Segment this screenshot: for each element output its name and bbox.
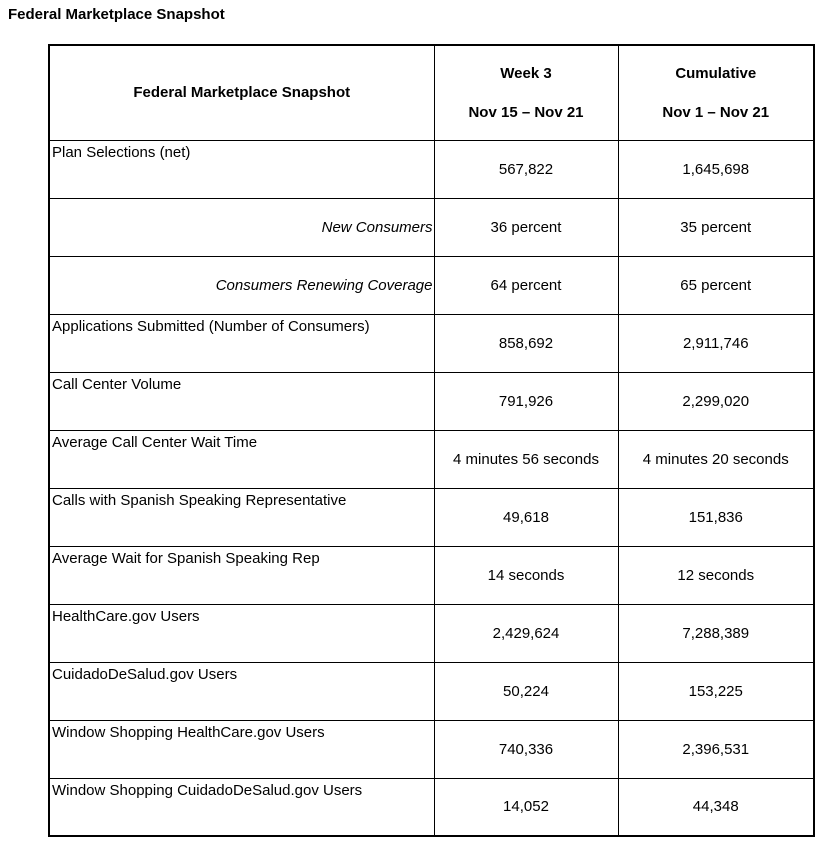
cumulative-value: 44,348 bbox=[618, 778, 814, 836]
week-value: 567,822 bbox=[434, 140, 618, 198]
table-row-new-consumers bbox=[49, 198, 814, 256]
cumulative-value: 65 percent bbox=[618, 256, 814, 314]
table-row-spanish-wait bbox=[49, 546, 814, 604]
week-value: 740,336 bbox=[434, 720, 618, 778]
week-value: 858,692 bbox=[434, 314, 618, 372]
cumulative-value: 35 percent bbox=[618, 198, 814, 256]
week-value: 4 minutes 56 seconds bbox=[434, 430, 618, 488]
table-row-avg-call-wait bbox=[49, 430, 814, 488]
week-value: 64 percent bbox=[434, 256, 618, 314]
row-label: Average Wait for Spanish Speaking Rep bbox=[49, 546, 434, 604]
row-label: Call Center Volume bbox=[49, 372, 434, 430]
table-row-window-shopping-cuidadodesalud bbox=[49, 778, 814, 836]
table-header-row bbox=[49, 45, 814, 140]
table-row-consumers-renewing bbox=[49, 256, 814, 314]
table-row-window-shopping-healthcare bbox=[49, 720, 814, 778]
table-row-cuidadodesalud-users bbox=[49, 662, 814, 720]
week-value: 49,618 bbox=[434, 488, 618, 546]
row-label: Calls with Spanish Speaking Representative bbox=[49, 488, 434, 546]
cumulative-value: 2,396,531 bbox=[618, 720, 814, 778]
week-value: 50,224 bbox=[434, 662, 618, 720]
cumulative-value: 153,225 bbox=[618, 662, 814, 720]
table-row-healthcare-users bbox=[49, 604, 814, 662]
header-cumulative-column bbox=[618, 45, 814, 140]
row-label: Applications Submitted (Number of Consumers) bbox=[49, 314, 434, 372]
page-title: Federal Marketplace Snapshot bbox=[8, 6, 225, 23]
week-value: 14,052 bbox=[434, 778, 618, 836]
table-row-spanish-calls bbox=[49, 488, 814, 546]
row-label: Average Call Center Wait Time bbox=[49, 430, 434, 488]
row-label: Window Shopping CuidadoDeSalud.gov Users bbox=[49, 778, 434, 836]
row-label: Plan Selections (net) bbox=[49, 140, 434, 198]
row-label: Consumers Renewing Coverage bbox=[49, 256, 434, 314]
header-week-daterange: Nov 15 – Nov 21 bbox=[468, 103, 584, 121]
cumulative-value: 2,299,020 bbox=[618, 372, 814, 430]
cumulative-value: 4 minutes 20 seconds bbox=[618, 430, 814, 488]
header-week-column bbox=[434, 45, 618, 140]
cumulative-value: 2,911,746 bbox=[618, 314, 814, 372]
header-cumulative-daterange: Nov 1 – Nov 21 bbox=[662, 103, 770, 121]
cumulative-value: 1,645,698 bbox=[618, 140, 814, 198]
table-row-applications-submitted bbox=[49, 314, 814, 372]
row-label: Window Shopping HealthCare.gov Users bbox=[49, 720, 434, 778]
row-label: CuidadoDeSalud.gov Users bbox=[49, 662, 434, 720]
row-label: New Consumers bbox=[49, 198, 434, 256]
header-label-column: Federal Marketplace Snapshot bbox=[49, 45, 434, 140]
header-cumulative-title: Cumulative bbox=[675, 64, 757, 82]
table-row-plan-selections bbox=[49, 140, 814, 198]
week-value: 14 seconds bbox=[434, 546, 618, 604]
cumulative-value: 151,836 bbox=[618, 488, 814, 546]
row-label: HealthCare.gov Users bbox=[49, 604, 434, 662]
cumulative-value: 7,288,389 bbox=[618, 604, 814, 662]
week-value: 791,926 bbox=[434, 372, 618, 430]
week-value: 2,429,624 bbox=[434, 604, 618, 662]
cumulative-value: 12 seconds bbox=[618, 546, 814, 604]
week-value: 36 percent bbox=[434, 198, 618, 256]
table-row-call-center-volume bbox=[49, 372, 814, 430]
header-week-title: Week 3 bbox=[500, 64, 552, 82]
federal-marketplace-snapshot-table bbox=[48, 44, 815, 837]
